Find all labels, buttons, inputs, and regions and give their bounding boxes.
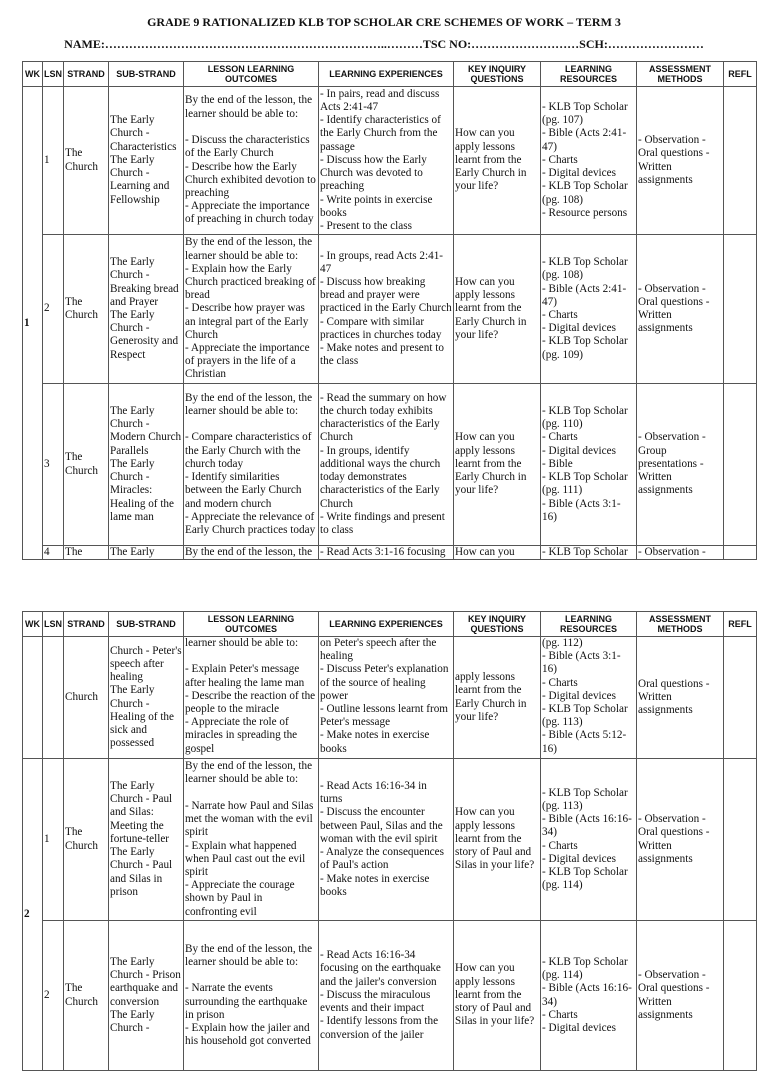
header-refl: REFL [724,62,757,87]
questions-cell: How can you apply lessons learnt from the Early Church in your life? [454,384,541,546]
lesson-cell: 4 [43,546,64,560]
header-lsn: LSN [43,62,64,87]
sub-strand-cell: The Early [109,546,184,560]
assessment-cell: - Observation - Oral questions - Written assignments [637,921,724,1071]
assessment-cell: Oral questions - Written assignments [637,637,724,759]
resources-cell: - KLB Top Scholar (pg. 110) - Charts - Digital devices - Bible - KLB Top Scholar (pg. 111) - Bible (Acts 3:1-16) [541,384,637,546]
header-lsn: LSN [43,612,64,637]
sub-strand-cell: The Early Church - Paul and Silas: Meeting the fortune-teller The Early Church - Paul and Silas in prison [109,759,184,921]
header-sub-strand: SUB-STRAND [109,62,184,87]
lesson-cell: 2 [43,235,64,384]
resources-cell: (pg. 112) - Bible (Acts 3:1-16) - Charts - Digital devices - KLB Top Scholar (pg. 113) - Bible (Acts 5:12-16) [541,637,637,759]
refl-cell [724,759,757,921]
assessment-cell: - Observation - Oral questions - Written assignments [637,759,724,921]
sub-strand-cell: The Early Church - Characteristics The Early Church - Learning and Fellowship [109,87,184,235]
lesson-cell [43,637,64,759]
table-row [23,637,757,759]
strand-cell: The Church [64,759,109,921]
assessment-cell: - Observation - [637,546,724,560]
questions-cell: How can you apply lessons learnt from the Early Church in your life? [454,235,541,384]
experiences-cell: - Read Acts 16:16-34 in turns - Discuss the encounter between Paul, Silas and the woman with the evil spirit - Analyze the consequences of Paul's action - Make notes in exercise books [319,759,454,921]
strand-cell: The Church [64,384,109,546]
outcomes-cell: learner should be able to: - Explain Peter's message after healing the lame man - Describe the reaction of the people to the miracle - Appreciate the role of miracles in spreading the gospel [184,637,319,759]
outcomes-cell: By the end of the lesson, the learner should be able to: - Discuss the characteristics of the Early Church - Describe how the Early Church exhibited devotion to preaching - Appreciate the importance of preaching in church today [184,87,319,235]
sub-strand-cell: Church - Peter's speech after healing The Early Church - Healing of the sick and possessed [109,637,184,759]
experiences-cell: - In pairs, read and discuss Acts 2:41-47 - Identify characteristics of the Early Church from the passage - Discuss how the Early Church was devoted to preaching - Write points in exercise books - Present to the class [319,87,454,235]
header-outcomes: LESSON LEARNING OUTCOMES [184,62,319,87]
header-strand: STRAND [64,612,109,637]
resources-cell: - KLB Top Scholar [541,546,637,560]
experiences-cell: - Read Acts 3:1-16 focusing [319,546,454,560]
name-tsc-school-line: NAME:……………………………………………………………..………TSC NO:………………………SCH:…………………… [64,37,704,51]
header-assessment: ASSESSMENT METHODS [637,612,724,637]
questions-cell: How can you apply lessons learnt from the Early Church in your life? [454,87,541,235]
header-questions: KEY INQUIRY QUESTIONS [454,612,541,637]
header-sub-strand: SUB-STRAND [109,612,184,637]
outcomes-cell: By the end of the lesson, the [184,546,319,560]
header-wk: WK [23,612,43,637]
sub-strand-cell: The Early Church - Modern Church Parallels The Early Church - Miracles: Healing of the lame man [109,384,184,546]
header-refl: REFL [724,612,757,637]
assessment-cell: - Observation - Oral questions - Written assignments [637,87,724,235]
outcomes-cell: By the end of the lesson, the learner should be able to: - Narrate how Paul and Silas met the woman with the evil spirit - Explain what happened when Paul cast out the evil spirit - Appreciate the courage shown by Paul in confronting evil [184,759,319,921]
strand-cell: Church [64,637,109,759]
strand-cell: The Church [64,87,109,235]
header-assessment: ASSESSMENT METHODS [637,62,724,87]
refl-cell [724,637,757,759]
header-resources: LEARNING RESOURCES [541,612,637,637]
outcomes-cell: By the end of the lesson, the learner should be able to: - Explain how the Early Church practiced breaking of bread - Describe how prayer was an integral part of the Early Church - Appreciate the importance of prayers in the life of a Christian [184,235,319,384]
header-questions: KEY INQUIRY QUESTIONS [454,62,541,87]
experiences-cell: on Peter's speech after the healing - Discuss Peter's explanation of the source of healing power - Outline lessons learnt from Peter's message - Make notes in exercise books [319,637,454,759]
sub-strand-cell: The Early Church - Breaking bread and Prayer The Early Church - Generosity and Respect [109,235,184,384]
sub-strand-cell: The Early Church - Prison earthquake and conversion The Early Church - [109,921,184,1071]
assessment-cell: - Observation - Group presentations - Written assignments [637,384,724,546]
assessment-cell: - Observation - Oral questions - Written assignments [637,235,724,384]
table-row [23,759,757,921]
table-row [23,921,757,1071]
header-resources: LEARNING RESOURCES [541,62,637,87]
outcomes-cell: By the end of the lesson, the learner should be able to: - Compare characteristics of the Early Church with the church today - Identify similarities between the Early Church and modern church - Appreciate the relevance of Early Church practices today [184,384,319,546]
lesson-cell: 1 [43,87,64,235]
lesson-cell: 3 [43,384,64,546]
header-experiences: LEARNING EXPERIENCES [319,62,454,87]
document-title: GRADE 9 RATIONALIZED KLB TOP SCHOLAR CRE SCHEMES OF WORK – TERM 3 [147,15,621,29]
header-row [23,612,757,637]
header-strand: STRAND [64,62,109,87]
lesson-cell: 1 [43,759,64,921]
header-wk: WK [23,62,43,87]
strand-cell: The Church [64,235,109,384]
week-cell: 1 [23,87,43,560]
questions-cell: How can you apply lessons learnt from the story of Paul and Silas in your life? [454,759,541,921]
questions-cell: How can you apply lessons learnt from the story of Paul and Silas in your life? [454,921,541,1071]
experiences-cell: - In groups, read Acts 2:41-47 - Discuss how breaking bread and prayer were practiced in the Early Church - Compare with similar practices in churches today - Make notes and present to the class [319,235,454,384]
experiences-cell: - Read the summary on how the church today exhibits characteristics of the Early Church - In groups, identify additional ways the church today demonstrates characteristics of the Early Church - Write findings and present to class [319,384,454,546]
resources-cell: - KLB Top Scholar (pg. 113) - Bible (Acts 16:16-34) - Charts - Digital devices - KLB Top Scholar (pg. 114) [541,759,637,921]
strand-cell: The Church [64,921,109,1071]
header-outcomes: LESSON LEARNING OUTCOMES [184,612,319,637]
scheme-table-page-2 [22,611,757,1071]
refl-cell [724,921,757,1071]
resources-cell: - KLB Top Scholar (pg. 107) - Bible (Acts 2:41-47) - Charts - Digital devices - KLB Top Scholar (pg. 108) - Resource persons [541,87,637,235]
strand-cell: The [64,546,109,560]
experiences-cell: - Read Acts 16:16-34 focusing on the earthquake and the jailer's conversion - Discuss the miraculous events and their impact - Identify lessons from the conversion of the jailer [319,921,454,1071]
outcomes-cell: By the end of the lesson, the learner should be able to: - Narrate the events surrounding the earthquake in prison - Explain how the jailer and his household got converted [184,921,319,1071]
lesson-cell: 2 [43,921,64,1071]
header-experiences: LEARNING EXPERIENCES [319,612,454,637]
questions-cell: apply lessons learnt from the Early Church in your life? [454,637,541,759]
week-cell: 2 [23,759,43,1071]
resources-cell: - KLB Top Scholar (pg. 108) - Bible (Acts 2:41-47) - Charts - Digital devices - KLB Top Scholar (pg. 109) [541,235,637,384]
questions-cell: How can you [454,546,541,560]
resources-cell: - KLB Top Scholar (pg. 114) - Bible (Acts 16:16-34) - Charts - Digital devices [541,921,637,1071]
week-cell [23,637,43,759]
